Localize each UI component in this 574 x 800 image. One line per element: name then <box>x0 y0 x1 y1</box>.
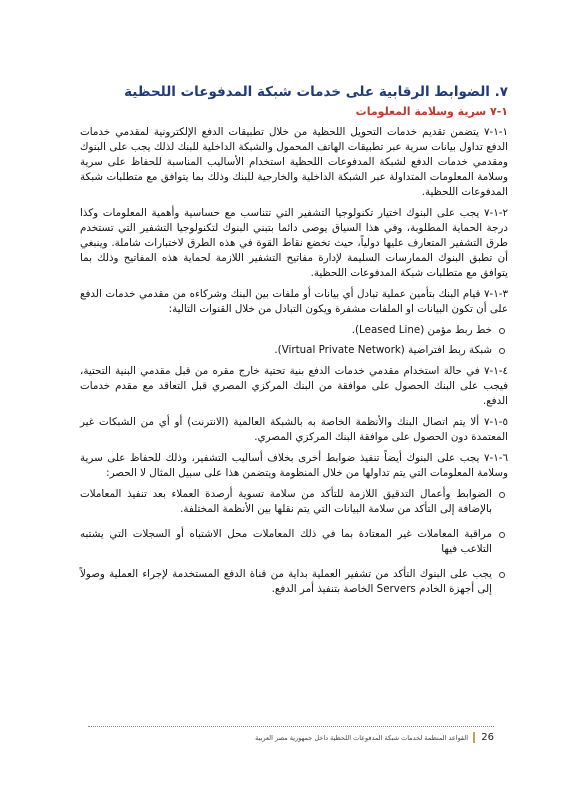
paragraph-7-1-2: ٢-١-٧ يجب على البنوك اختيار تكنولوجيا التشفير التي تتناسب مع حساسية وأهمية المعلومات وكذا درجة الحماية المطلوبة، وفي هذا السياق يوصى دائما بتبني البنوك لتكنولوجيا التشفير التي تستخدم طرق التشفير المتعارف عليها دولياً، حيث تخضع نقاط القوة في هذه الطرق لاختبارات شاملة. وينبغي أن تطبق البنوك الممارسات السليمة لإدارة مفاتيح التشفير اللازمة لحماية هذه المفاتيح وذلك بما يتوافق مع متطلبات شبكة المدفوعات اللحظية. <box>80 207 508 279</box>
page-content <box>80 82 508 603</box>
list-item: شبكة ربط افتراضية (Virtual Private Network). <box>80 343 492 358</box>
list-item: الضوابط وأعمال التدقيق اللازمة للتأكد من سلامة تسوية أرصدة العملاء بعد تنفيذ المعاملات بالإضافة إلى التأكد من سلامة البيانات التي يتم نقلها بين الأنظمة المختلفة. <box>80 488 492 515</box>
list-item: يجب على البنوك التأكد من تشفير العملية بداية من قناة الدفع المستخدمة لإجراء العملية وصولاً إلى أجهزة الخادم Servers الخاصة بتنفيذ أمر الدفع. <box>80 568 492 595</box>
paragraph-7-1-1: ١-١-٧ يتضمن تقديم خدمات التحويل اللحظية من خلال تطبيقات الدفع الإلكترونية لمقدمي خدمات الدفع تداول بيانات سرية عبر تطبيقات الهاتف المحمول والشبكة الداخلية للبنك لذلك يجب على البنوك ومقدمي خدمات الدفع لشبكة المدفوعات اللحظية استخدام الأساليب المناسبة للحفاظ على سرية وسلامة المعلومات المتداولة عبر الشبكة الداخلية والخارجية للبنك وذلك بما يتوافق مع متطلبات شبكة المدفوعات اللحظية. <box>80 126 508 198</box>
section-heading: ٧. الضوابط الرقابية على خدمات شبكة المدفوعات اللحظية <box>124 84 508 100</box>
page-footer <box>88 726 494 749</box>
list-item: مراقبة المعاملات غير المعتادة بما في ذلك المعاملات محل الاشتباه أو السجلات التي يشتبه التلاعب فيها <box>80 528 492 555</box>
subsection-heading: ١-٧ سرية وسلامة المعلومات <box>355 105 508 118</box>
paragraph-7-1-6: ٦-١-٧ يجب على البنوك أيضاً تنفيذ ضوابط أخرى بخلاف أساليب التشفير، وذلك للحفاظ على سرية وسلامة المعلومات التي يتم تداولها من خلال المنظومة ويتضمن هذا على سبيل المثال لا الحصر: <box>80 452 508 479</box>
list-item: خط ربط مؤمن (Leased Line). <box>80 323 492 338</box>
page-number: 26 <box>473 732 494 743</box>
footer-title: القواعد المنظمة لخدمات شبكة المدفوعات اللحظية داخل جمهورية مصر العربية <box>255 734 468 742</box>
paragraph-7-1-3: ٣-١-٧ قيام البنك بتأمين عملية تبادل أي بيانات أو ملفات بين البنك وشركاءه من مقدمي خدمات الدفع على أن تكون البيانات او الملفات مشفرة ويكون التبادل من خلال القنوات التالية: <box>80 288 508 315</box>
channels-list <box>80 323 508 358</box>
paragraph-7-1-4: ٤-١-٧ في حالة استخدام مقدمي خدمات الدفع بنية تحتية خارج مقره من قبل مقدمي البنية التحتية، فيجب على البنك الحصول على موافقة من البنك المركزي المصري قبل التعاقد مع مقدم خدمات الدفع. <box>80 365 508 407</box>
paragraph-7-1-5: ٥-١-٧ ألا يتم اتصال البنك والأنظمة الخاصة به بالشبكة العالمية (الانترنت) أو أي من الشبكات غير المعتمدة دون الحصول على موافقة البنك المركزي المصري. <box>80 416 508 443</box>
controls-list <box>80 487 508 597</box>
